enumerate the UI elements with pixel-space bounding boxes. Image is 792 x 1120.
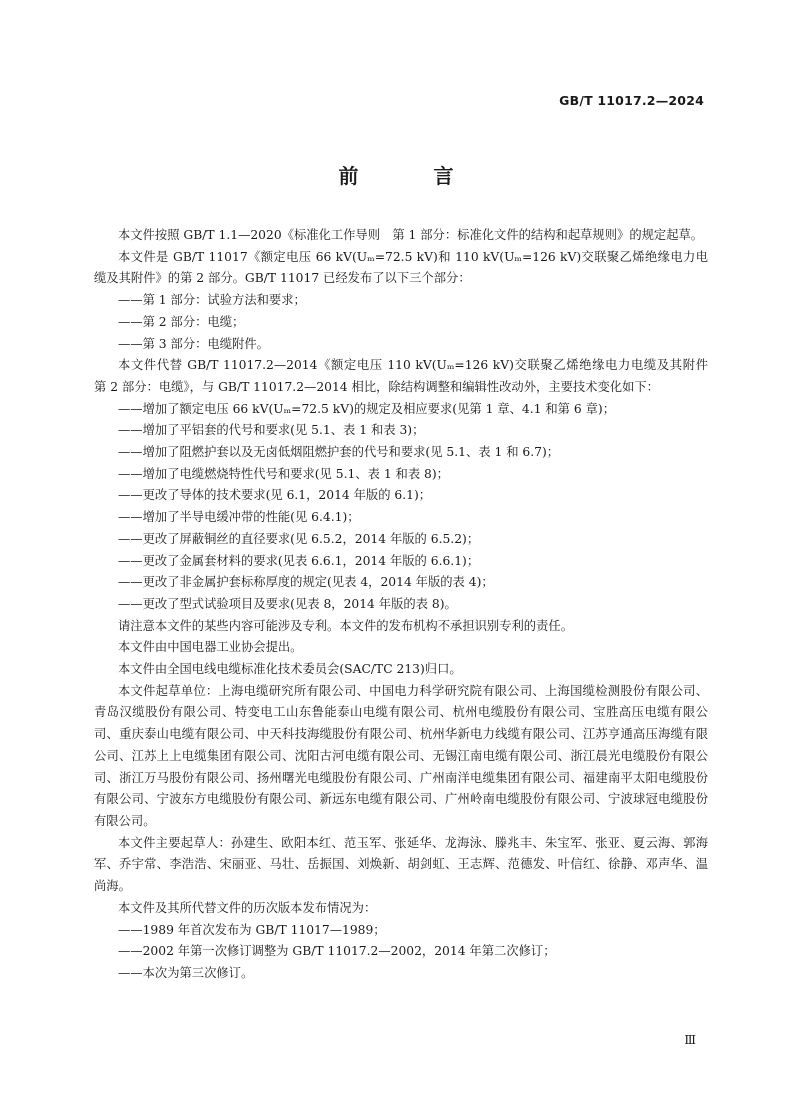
list-item: ——第 2 部分：电缆； <box>118 314 245 329</box>
page-title: 前 言 <box>338 164 488 188</box>
list-item: ——更改了非金属护套标称厚度的规定(见表 4，2014 年版的表 4)； <box>118 575 494 590</box>
preface-body <box>94 225 721 985</box>
page-number: Ⅲ <box>684 1033 696 1047</box>
paragraph: 本文件按照 GB/T 1.1—2020《标准化工作导则 第 1 部分：标准化文件的结构和起草规则》的规定起草。 <box>118 228 704 242</box>
list-item: ——更改了屏蔽铜丝的直径要求(见 6.5.2，2014 年版的 6.5.2)； <box>118 531 480 546</box>
list-item: ——本次为第三次修订。 <box>118 965 254 980</box>
list-item: ——增加了半导电缓冲带的性能(见 6.4.1)； <box>118 510 360 525</box>
paragraph: 本文件是 GB/T 11017《额定电压 66 kV(Uₘ=72.5 kV)和 110 kV(Uₘ=126 kV)交联聚乙烯绝缘电力电缆及其附件》的第 2 部分。GB/T 11017 已经发布了以下三个部分： <box>94 249 708 286</box>
paragraph: 本文件起草单位：上海电缆研究所有限公司、中国电力科学研究院有限公司、上海国缆检测股份有限公司、青岛汉缆股份有限公司、特变电工山东鲁能泰山电缆有限公司、杭州电缆股份有限公司、宝胜高压电缆有限公司、重庆泰山电缆有限公司、中天科技海缆股份有限公司、杭州华新电力线缆有限公司、江苏亨通高压海缆有限公司、江苏上上电缆集团有限公司、沈阳古河电缆有限公司、无锡江南电缆有限公司、浙江晨光电缆股份有限公司、浙江万马股份有限公司、扬州曙光电缆股份有限公司、广州南洋电缆集团有限公司、福建南平太阳电缆股份有限公司、宁波东方电缆股份有限公司、新远东电缆有限公司、广州岭南电缆股份有限公司、宁波球冠电缆股份有限公司。 <box>94 683 708 828</box>
list-item: ——第 3 部分：电缆附件。 <box>118 336 269 351</box>
list-item: ——增加了额定电压 66 kV(Uₘ=72.5 kV)的规定及相应要求(见第 1 章、4.1 和第 6 章)； <box>118 401 615 416</box>
list-item: ——第 1 部分：试验方法和要求； <box>118 293 306 308</box>
paragraph: 本文件主要起草人：孙建生、欧阳本红、范玉军、张延华、龙海泳、滕兆丰、朱宝军、张亚、夏云海、郭海军、乔宇常、李浩浩、宋丽亚、马壮、岳振国、刘焕新、胡剑虹、王志辉、范德发、叶信红、徐静、邓声华、温尚海。 <box>94 835 708 894</box>
list-item: ——增加了阻燃护套以及无卤低烟阻燃护套的代号和要求(见 5.1、表 1 和 6.7)； <box>118 445 560 460</box>
paragraph: 本文件及其所代替文件的历次版本发布情况为： <box>118 900 377 915</box>
list-item: ——更改了导体的技术要求(见 6.1，2014 年版的 6.1)； <box>118 488 432 503</box>
list-item: ——增加了平铝套的代号和要求(见 5.1、表 1 和表 3)； <box>118 423 425 438</box>
paragraph: 本文件代替 GB/T 11017.2—2014《额定电压 110 kV(Uₘ=126 kV)交联聚乙烯绝缘电力电缆及其附件 第 2 部分：电缆》，与 GB/T 11017.2—2014 相比，除结构调整和编辑性改动外，主要技术变化如下： <box>94 358 721 394</box>
list-item: ——更改了型式试验项目及要求(见表 8，2014 年版的表 8)。 <box>118 596 457 611</box>
paragraph: 本文件由全国电线电缆标准化技术委员会(SAC/TC 213)归口。 <box>118 662 462 677</box>
list-item: ——2002 年第一次修订调整为 GB/T 11017.2—2002，2014 年第二次修订； <box>118 944 556 959</box>
list-item: ——1989 年首次发布为 GB/T 11017—1989； <box>118 922 386 937</box>
list-item: ——增加了电缆燃烧特性代号和要求(见 5.1、表 1 和表 8)； <box>118 466 449 481</box>
list-item: ——更改了金属套材料的要求(见表 6.6.1，2014 年版的 6.6.1)； <box>118 553 480 568</box>
standard-number: GB/T 11017.2—2024 <box>559 93 704 108</box>
paragraph: 本文件由中国电器工业协会提出。 <box>118 640 303 655</box>
paragraph: 请注意本文件的某些内容可能涉及专利。本文件的发布机构不承担识别专利的责任。 <box>118 618 573 633</box>
